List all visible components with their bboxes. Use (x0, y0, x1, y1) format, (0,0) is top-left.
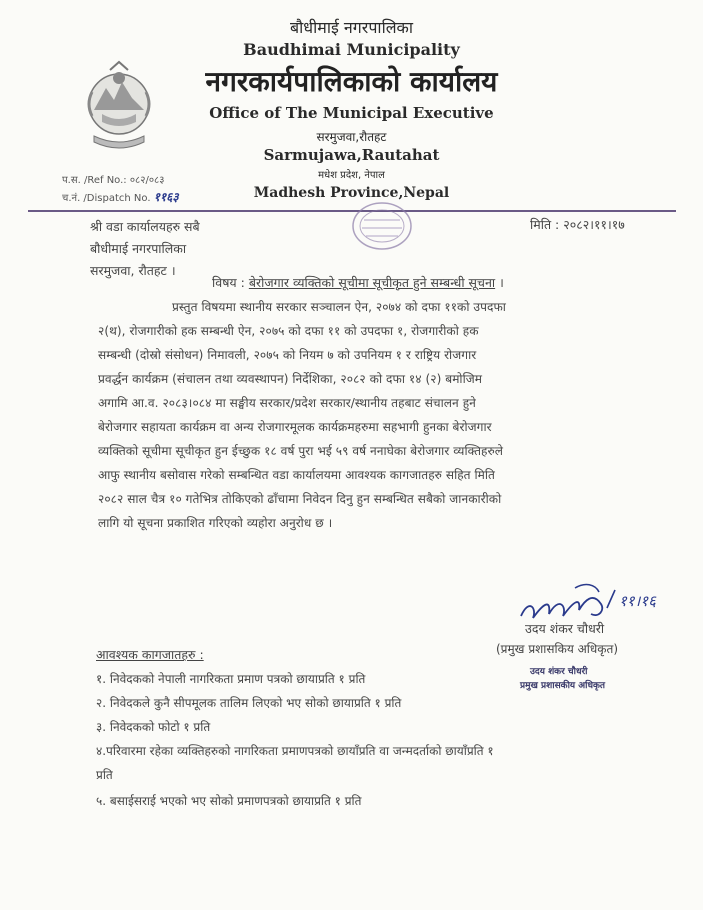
addressee-line-3: सरमुजवा, रौतहट । (90, 263, 176, 278)
body-line: आफु स्थानीय बसोवास गरेको सम्बन्धित वडा कार्यालयमा आवश्यक कागजातहरु सहित मिति (98, 468, 495, 482)
municipality-name-nepali: बौधीमाई नगरपालिका (289, 18, 413, 37)
body-line: लागि यो सूचना प्रकाशित गरिएको व्यहोरा अनुरोध छ । (98, 516, 333, 530)
reference-number (62, 172, 164, 186)
document-item: २. निवेदकले कुनै सीपमूलक तालिम लिएको भए सोको छायाप्रति १ प्रति (96, 696, 402, 710)
document-item: ४.परिवारमा रहेका व्यक्तिहरुको नागरिकता प्रमाणपत्रको छायाँप्रति वा जन्मदर्ताको छायाँप्रति १ (96, 744, 494, 758)
office-title-english: Office of The Municipal Executive (209, 104, 494, 122)
subject-end: । (499, 275, 504, 290)
body-line: व्यक्तिको सूचीमा सूचीकृत हुन ईच्छुक १८ वर्ष पुरा भई ५९ वर्ष ननाघेका बेरोजगार व्यक्तिहरुले (98, 444, 504, 458)
signatory-designation: (प्रमुख प्रशासकिय अधिकृत) (496, 642, 619, 656)
dispatch-number (62, 188, 179, 205)
reference-value: ०८२/०८३ (129, 175, 165, 186)
designation-stamp: प्रमुख प्रशासकीय अधिकृत (520, 681, 606, 691)
document-item: ३. निवेदकको फोटो १ प्रति (96, 720, 211, 734)
addressee-line-2: बौधीमाई नगरपालिका (90, 241, 187, 256)
subject-label: विषय : (212, 275, 245, 290)
body-line: प्रस्तुत विषयमा स्थानीय सरकार सञ्चालन ऐन, २०७४ को दफा ११को उपदफा (172, 300, 506, 314)
subject-text: बेरोजगार व्यक्तिको सूचीमा सूचीकृत हुने सम्बन्धी सूचना (248, 275, 496, 290)
municipality-name-english: Baudhimai Municipality (243, 40, 460, 59)
province-english: Madhesh Province,Nepal (253, 185, 450, 201)
body-line: २(थ), रोजगारीको हक सम्बन्धी ऐन, २०७५ को दफा ११ को उपदफा १, रोजगारीको हक (98, 324, 479, 338)
body-line: सम्बन्धी (दोस्रो संसोधन) निमावली, २०७५ को नियम ७ को उपनियम १ र राष्ट्रिय रोजगार (98, 348, 477, 362)
body-line: अगामि आ.व. २०८३।०८४ मा सङ्घीय सरकार/प्रदेश सरकार/स्थानीय तहबाट संचालन हुने (98, 396, 476, 410)
office-seal-icon (350, 200, 414, 252)
subject-line (212, 274, 504, 291)
document-item: ५. बसाईसराई भएको भए सोको प्रमाणपत्रको छायाप्रति १ प्रति (96, 794, 362, 808)
dispatch-value: ११६३ (153, 190, 179, 204)
document-item: प्रति (96, 768, 113, 782)
required-documents-title: आवश्यक कागजातहरु : (96, 647, 204, 662)
reference-label: प.स. /Ref No.: (62, 175, 127, 186)
addressee-line-1: श्री वडा कार्यालयहरु सबै (90, 219, 200, 234)
address-nepali: सरमुजवा,रौतहट (316, 130, 387, 144)
body-line: २०८२ साल चैत्र १० गतेभित्र तोकिएको ढाँचामा निवेदन दिनु हुन सम्बन्धित सबैको जानकारीको (98, 492, 502, 506)
body-line: बेरोजगार सहायता कार्यक्रम वा अन्य रोजगारमूलक कार्यक्रमहरुमा सहभागी हुनका बेरोजगार (98, 420, 492, 434)
document-item: १. निवेदकको नेपाली नागरिकता प्रमाण पत्रको छायाप्रति १ प्रति (96, 672, 366, 686)
signature-date: ११।१६ (619, 592, 656, 610)
address-english: Sarmujawa,Rautahat (263, 146, 440, 164)
name-stamp: उदय शंकर चौधरी (530, 667, 588, 677)
office-title-nepali: नगरकार्यपालिकाको कार्यालय (205, 65, 498, 98)
letter-date: मिति : २०८२।११।१७ (530, 217, 625, 232)
handwritten-signature-icon (515, 578, 687, 624)
body-line: प्रवर्द्धन कार्यक्रम (संचालन तथा व्यवस्थापन) निर्देशिका, २०८२ को दफा १४ (२) बमोजिम (98, 372, 483, 386)
province-nepali: मधेश प्रदेश, नेपाल (318, 170, 385, 181)
dispatch-label: च.नं. /Dispatch No. (62, 193, 151, 204)
signatory-name: उदय शंकर चौधरी (525, 621, 605, 636)
